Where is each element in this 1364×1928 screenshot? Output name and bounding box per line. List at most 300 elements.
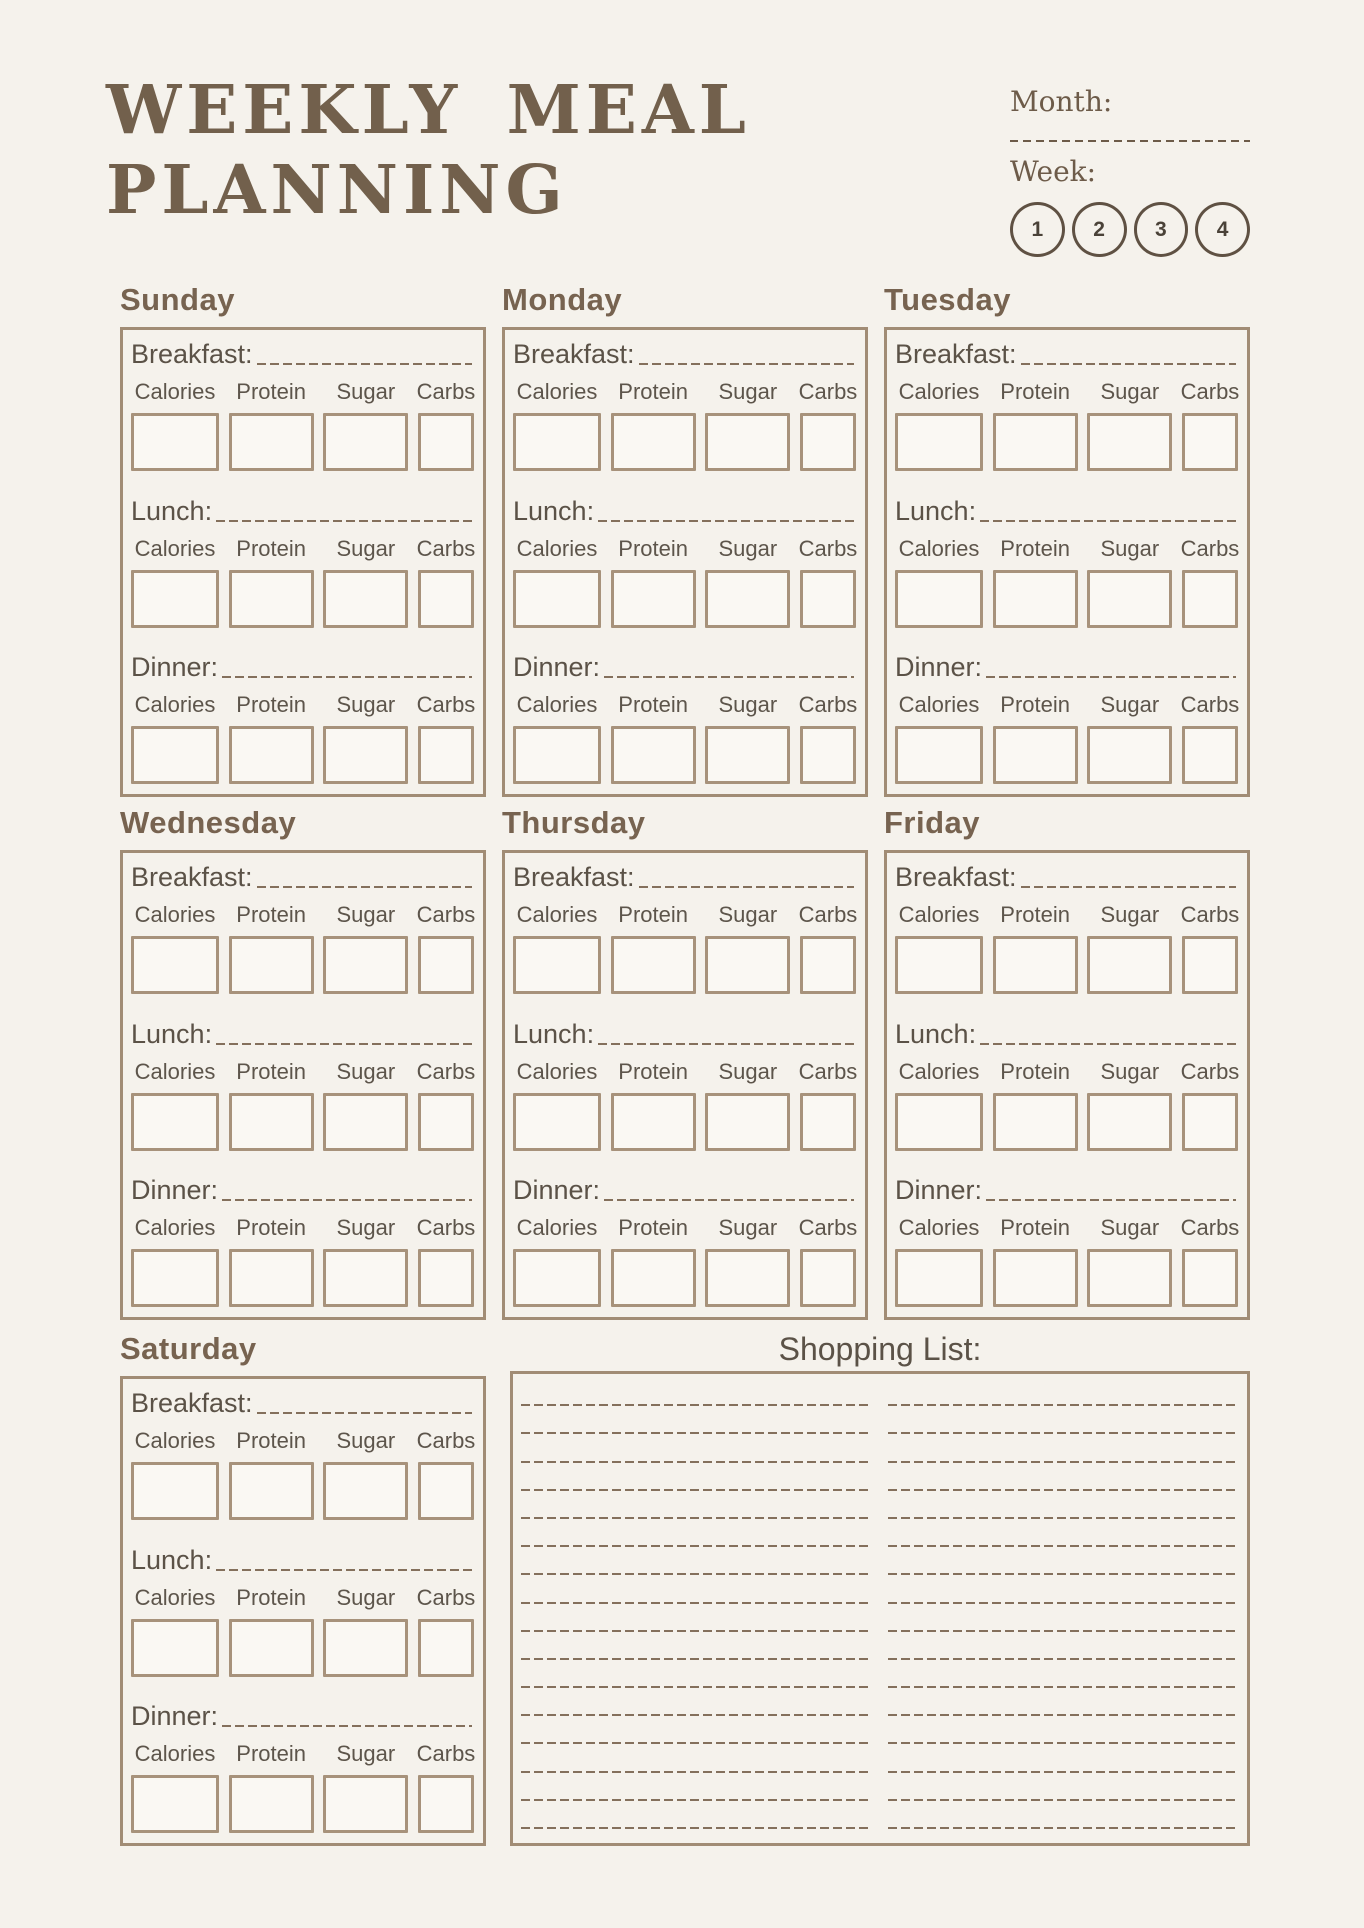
monday-breakfast-carbs-box[interactable] [800,413,856,471]
week-4-circle[interactable] [1195,202,1250,257]
carbs-label: Carbs [1180,1058,1240,1084]
saturday-dinner-carbs-box[interactable] [418,1775,474,1833]
protein-column [229,1585,314,1677]
sugar-column [705,1059,790,1151]
friday-breakfast-calories-box[interactable] [895,936,983,994]
protein-label: Protein [618,1058,689,1084]
carbs-label: Carbs [416,535,476,561]
carbs-column [800,536,856,628]
dinner-label: Dinner: [131,1175,219,1205]
dinner-write-in-line[interactable] [222,1725,472,1727]
saturday-dinner-section [131,1700,474,1833]
shopping-list-line[interactable] [521,1463,870,1491]
shopping-list-line[interactable] [521,1688,870,1716]
carbs-column [1182,1059,1238,1151]
carbs-column [418,379,474,471]
sugar-label: Sugar [336,535,396,561]
thursday-lunch-protein-box[interactable] [611,1093,696,1151]
day-card-thursday [502,850,868,1320]
week-circles [1010,202,1250,257]
dinner-write-in-line[interactable] [986,1199,1236,1201]
lunch-write-in-line[interactable] [216,520,472,522]
sunday-breakfast-protein-box[interactable] [229,413,314,471]
wednesday-breakfast-sugar-box[interactable] [323,936,408,994]
shopping-list-line[interactable] [888,1688,1237,1716]
sugar-label: Sugar [336,379,396,404]
friday-lunch-calories-box[interactable] [895,1093,983,1151]
monday-dinner-section [513,651,856,784]
tuesday-breakfast-protein-box[interactable] [993,413,1078,471]
friday-dinner-carbs-box[interactable] [1182,1249,1238,1307]
shopping-list-line[interactable] [521,1434,870,1462]
shopping-list-line[interactable] [888,1575,1237,1603]
calories-label: Calories [134,1428,216,1453]
dinner-write-in-line[interactable] [986,676,1236,678]
shopping-list-line[interactable] [888,1632,1237,1660]
saturday-lunch-carbs-box[interactable] [418,1619,474,1677]
friday-dinner-sugar-box[interactable] [1087,1249,1172,1307]
calories-column [895,1059,983,1151]
calories-label: Calories [898,1058,980,1084]
wednesday-breakfast-calories-box[interactable] [131,936,219,994]
calories-label: Calories [134,1584,216,1610]
tuesday-lunch-sugar-box[interactable] [1087,570,1172,628]
calories-label: Calories [516,692,598,717]
shopping-list-line[interactable] [888,1744,1237,1772]
thursday-lunch-sugar-box[interactable] [705,1093,790,1151]
calories-column [513,1059,601,1151]
sugar-column [323,902,408,994]
dinner-nutrients-row [131,1215,474,1307]
shopping-column-2 [888,1378,1237,1835]
sugar-label: Sugar [1100,902,1160,927]
calories-column [131,1059,219,1151]
day-heading-friday: Friday [884,805,981,840]
sunday-lunch-sugar-box[interactable] [323,570,408,628]
sugar-label: Sugar [336,692,396,717]
carbs-label: Carbs [1180,535,1240,561]
calories-label: Calories [516,902,598,927]
breakfast-nutrients-row [895,379,1238,471]
carbs-label: Carbs [416,1584,476,1610]
wednesday-breakfast-protein-box[interactable] [229,936,314,994]
shopping-list-line[interactable] [521,1406,870,1434]
carbs-label: Carbs [416,379,476,404]
sunday-dinner-calories-box[interactable] [131,726,219,784]
saturday-breakfast-sugar-box[interactable] [323,1462,408,1520]
wednesday-lunch-calories-box[interactable] [131,1093,219,1151]
protein-label: Protein [618,1215,689,1240]
saturday-dinner-sugar-box[interactable] [323,1775,408,1833]
protein-label: Protein [236,535,307,561]
thursday-breakfast-calories-box[interactable] [513,936,601,994]
thursday-dinner-sugar-box[interactable] [705,1249,790,1307]
protein-column [229,902,314,994]
week-3-number: 3 [1155,217,1167,241]
carbs-column [1182,1215,1238,1307]
carbs-column [800,379,856,471]
sunday-lunch-section [131,495,474,628]
carbs-column [1182,902,1238,994]
sugar-label: Sugar [336,1215,396,1240]
week-4-number: 4 [1216,217,1229,241]
dinner-label: Dinner: [131,652,219,682]
protein-column [993,692,1078,784]
calories-label: Calories [134,1058,216,1084]
breakfast-label: Breakfast: [895,862,1017,892]
carbs-label: Carbs [798,902,858,927]
tuesday-dinner-protein-box[interactable] [993,726,1078,784]
tuesday-dinner-sugar-box[interactable] [1087,726,1172,784]
monday-lunch-protein-box[interactable] [611,570,696,628]
protein-label: Protein [1000,692,1071,717]
dinner-write-in-line[interactable] [604,1199,854,1201]
sunday-breakfast-calories-box[interactable] [131,413,219,471]
tuesday-breakfast-section [895,338,1238,471]
shopping-list-line[interactable] [521,1378,870,1406]
monday-lunch-sugar-box[interactable] [705,570,790,628]
lunch-nutrients-row [895,1059,1238,1151]
shopping-list-line[interactable] [521,1632,870,1660]
protein-label: Protein [236,379,307,404]
lunch-write-in-line[interactable] [980,520,1236,522]
week-2-circle[interactable] [1072,202,1127,257]
day-card-saturday [120,1376,486,1846]
dinner-write-in-line[interactable] [604,676,854,678]
saturday-dinner-protein-box[interactable] [229,1775,314,1833]
thursday-dinner-protein-box[interactable] [611,1249,696,1307]
day-heading-wednesday: Wednesday [120,805,297,840]
month-week-panel [1010,86,1250,257]
thursday-lunch-carbs-box[interactable] [800,1093,856,1151]
lunch-write-in-line[interactable] [598,520,854,522]
wednesday-dinner-calories-box[interactable] [131,1249,219,1307]
monday-breakfast-calories-box[interactable] [513,413,601,471]
calories-label: Calories [134,1215,216,1240]
day-card-wednesday [120,850,486,1320]
dinner-nutrients-row [513,692,856,784]
week-1-number: 1 [1031,217,1044,241]
wednesday-lunch-sugar-box[interactable] [323,1093,408,1151]
day-card-monday [502,327,868,797]
calories-column [895,1215,983,1307]
thursday-breakfast-sugar-box[interactable] [705,936,790,994]
tuesday-dinner-calories-box[interactable] [895,726,983,784]
monday-dinner-carbs-box[interactable] [800,726,856,784]
day-card-friday [884,850,1250,1320]
shopping-list-line[interactable] [888,1660,1237,1688]
wednesday-dinner-sugar-box[interactable] [323,1249,408,1307]
sugar-label: Sugar [336,902,396,927]
lunch-nutrients-row [513,536,856,628]
thursday-breakfast-section [513,861,856,994]
protein-column [229,1059,314,1151]
shopping-list-line[interactable] [888,1406,1237,1434]
shopping-list-line[interactable] [521,1801,870,1829]
sunday-lunch-protein-box[interactable] [229,570,314,628]
shopping-list-line[interactable] [521,1773,870,1801]
thursday-dinner-carbs-box[interactable] [800,1249,856,1307]
week-label: Week: [1010,155,1097,188]
wednesday-dinner-section [131,1174,474,1307]
shopping-list-line[interactable] [888,1491,1237,1519]
monday-lunch-section [513,495,856,628]
protein-column [611,379,696,471]
sunday-breakfast-section [131,338,474,471]
dinner-label: Dinner: [895,1175,983,1205]
tuesday-breakfast-calories-box[interactable] [895,413,983,471]
wednesday-lunch-protein-box[interactable] [229,1093,314,1151]
sugar-column [1087,379,1172,471]
sugar-column [705,536,790,628]
tuesday-lunch-carbs-box[interactable] [1182,570,1238,628]
sunday-dinner-sugar-box[interactable] [323,726,408,784]
protein-label: Protein [618,692,689,717]
lunch-write-in-line[interactable] [216,1043,472,1045]
friday-breakfast-sugar-box[interactable] [1087,936,1172,994]
breakfast-label: Breakfast: [895,339,1017,369]
day-heading-tuesday: Tuesday [884,282,1011,317]
saturday-breakfast-carbs-box[interactable] [418,1462,474,1520]
tuesday-dinner-carbs-box[interactable] [1182,726,1238,784]
sunday-lunch-calories-box[interactable] [131,570,219,628]
shopping-list-line[interactable] [888,1801,1237,1829]
thursday-breakfast-protein-box[interactable] [611,936,696,994]
calories-label: Calories [134,692,216,717]
shopping-list-line[interactable] [521,1519,870,1547]
wednesday-lunch-section [131,1018,474,1151]
shopping-list-line[interactable] [888,1716,1237,1744]
sunday-dinner-carbs-box[interactable] [418,726,474,784]
breakfast-write-in-line[interactable] [639,363,854,365]
week-2-number: 2 [1093,217,1105,241]
protein-label: Protein [236,1058,307,1084]
breakfast-nutrients-row [513,379,856,471]
calories-column [131,1428,219,1520]
protein-label: Protein [236,1215,307,1240]
sugar-label: Sugar [718,535,778,561]
protein-column [993,379,1078,471]
calories-column [513,379,601,471]
thursday-breakfast-carbs-box[interactable] [800,936,856,994]
sugar-column [323,1585,408,1677]
breakfast-write-in-line[interactable] [257,1412,472,1414]
protein-column [611,902,696,994]
monday-breakfast-protein-box[interactable] [611,413,696,471]
tuesday-lunch-protein-box[interactable] [993,570,1078,628]
protein-label: Protein [236,902,307,927]
shopping-list-line[interactable] [521,1660,870,1688]
shopping-list-box [510,1371,1250,1846]
carbs-label: Carbs [798,692,858,717]
sugar-column [323,1741,408,1833]
breakfast-write-in-line[interactable] [639,886,854,888]
day-block-monday [502,281,868,797]
shopping-list-line[interactable] [521,1716,870,1744]
breakfast-label: Breakfast: [513,862,635,892]
sunday-breakfast-carbs-box[interactable] [418,413,474,471]
friday-lunch-carbs-box[interactable] [1182,1093,1238,1151]
lunch-nutrients-row [895,536,1238,628]
lunch-label: Lunch: [895,1018,977,1049]
day-heading-sunday: Sunday [120,282,235,317]
sugar-label: Sugar [1100,535,1160,561]
carbs-column [800,902,856,994]
shopping-list-line[interactable] [521,1744,870,1772]
protein-label: Protein [236,1584,307,1610]
wednesday-dinner-carbs-box[interactable] [418,1249,474,1307]
lunch-label: Lunch: [131,1018,213,1049]
carbs-label: Carbs [1180,1215,1240,1240]
friday-dinner-protein-box[interactable] [993,1249,1078,1307]
lunch-nutrients-row [131,536,474,628]
week-3-circle[interactable] [1134,202,1189,257]
tuesday-lunch-section [895,495,1238,628]
monday-dinner-protein-box[interactable] [611,726,696,784]
friday-lunch-section [895,1018,1238,1151]
sunday-lunch-carbs-box[interactable] [418,570,474,628]
breakfast-label: Breakfast: [513,339,635,369]
protein-column [229,1215,314,1307]
saturday-breakfast-calories-box[interactable] [131,1462,219,1520]
saturday-lunch-calories-box[interactable] [131,1619,219,1677]
shopping-list-line[interactable] [521,1604,870,1632]
protein-column [993,1215,1078,1307]
week-1-circle[interactable] [1010,202,1065,257]
calories-column [131,1215,219,1307]
shopping-list-line[interactable] [888,1463,1237,1491]
sunday-breakfast-sugar-box[interactable] [323,413,408,471]
day-card-tuesday [884,327,1250,797]
shopping-list-line[interactable] [888,1604,1237,1632]
shopping-column-1 [521,1378,870,1835]
lunch-label: Lunch: [131,495,213,526]
breakfast-label: Breakfast: [131,1388,253,1418]
monday-lunch-carbs-box[interactable] [800,570,856,628]
carbs-label: Carbs [1180,692,1240,717]
protein-label: Protein [618,535,689,561]
protein-label: Protein [1000,1215,1071,1240]
protein-column [229,379,314,471]
thursday-lunch-section [513,1018,856,1151]
lunch-write-in-line[interactable] [598,1043,854,1045]
protein-column [611,536,696,628]
tuesday-lunch-calories-box[interactable] [895,570,983,628]
friday-lunch-sugar-box[interactable] [1087,1093,1172,1151]
day-block-saturday [120,1330,486,1846]
monday-lunch-calories-box[interactable] [513,570,601,628]
day-heading-monday: Monday [502,282,623,317]
protein-label: Protein [236,1428,307,1453]
protein-label: Protein [1000,1058,1071,1084]
saturday-lunch-protein-box[interactable] [229,1619,314,1677]
shopping-list-line[interactable] [521,1547,870,1575]
dinner-write-in-line[interactable] [222,1199,472,1201]
shopping-list-line[interactable] [888,1547,1237,1575]
calories-column [131,1741,219,1833]
calories-label: Calories [134,379,216,404]
tuesday-breakfast-sugar-box[interactable] [1087,413,1172,471]
calories-label: Calories [516,379,598,404]
lunch-write-in-line[interactable] [216,1569,472,1571]
shopping-list-line[interactable] [888,1519,1237,1547]
shopping-list-line[interactable] [888,1434,1237,1462]
shopping-list-line[interactable] [521,1491,870,1519]
friday-breakfast-carbs-box[interactable] [1182,936,1238,994]
breakfast-nutrients-row [131,902,474,994]
sugar-column [323,536,408,628]
carbs-label: Carbs [416,1428,476,1453]
sugar-label: Sugar [1100,1215,1160,1240]
carbs-column [1182,536,1238,628]
saturday-dinner-calories-box[interactable] [131,1775,219,1833]
monday-breakfast-sugar-box[interactable] [705,413,790,471]
shopping-list-line[interactable] [521,1575,870,1603]
sunday-dinner-section [131,651,474,784]
lunch-label: Lunch: [131,1544,213,1575]
thursday-lunch-calories-box[interactable] [513,1093,601,1151]
sunday-dinner-protein-box[interactable] [229,726,314,784]
day-block-tuesday [884,281,1250,797]
shopping-list-line[interactable] [888,1773,1237,1801]
carbs-label: Carbs [1180,902,1240,927]
breakfast-write-in-line[interactable] [257,886,472,888]
carbs-label: Carbs [416,692,476,717]
protein-column [611,1215,696,1307]
wednesday-lunch-carbs-box[interactable] [418,1093,474,1151]
sugar-column [705,692,790,784]
protein-column [229,536,314,628]
calories-column [131,1585,219,1677]
carbs-column [800,1059,856,1151]
saturday-breakfast-protein-box[interactable] [229,1462,314,1520]
tuesday-breakfast-carbs-box[interactable] [1182,413,1238,471]
calories-column [895,902,983,994]
protein-column [611,1059,696,1151]
sugar-column [1087,692,1172,784]
breakfast-write-in-line[interactable] [1021,886,1236,888]
monday-breakfast-section [513,338,856,471]
sugar-label: Sugar [336,1584,396,1610]
monday-dinner-sugar-box[interactable] [705,726,790,784]
day-block-wednesday [120,804,486,1320]
saturday-lunch-sugar-box[interactable] [323,1619,408,1677]
page-title-line-1: WEEKLY MEAL [106,70,751,149]
shopping-list-line[interactable] [888,1378,1237,1406]
carbs-label: Carbs [416,1215,476,1240]
monday-dinner-calories-box[interactable] [513,726,601,784]
saturday-breakfast-section [131,1387,474,1520]
calories-label: Calories [516,1058,598,1084]
sugar-label: Sugar [718,379,778,404]
friday-breakfast-protein-box[interactable] [993,936,1078,994]
protein-column [993,536,1078,628]
friday-dinner-calories-box[interactable] [895,1249,983,1307]
wednesday-breakfast-carbs-box[interactable] [418,936,474,994]
thursday-dinner-section [513,1174,856,1307]
sugar-column [705,1215,790,1307]
day-heading-saturday: Saturday [120,1331,257,1366]
friday-lunch-protein-box[interactable] [993,1093,1078,1151]
thursday-dinner-calories-box[interactable] [513,1249,601,1307]
lunch-write-in-line[interactable] [980,1043,1236,1045]
breakfast-write-in-line[interactable] [1021,363,1236,365]
month-write-in-line[interactable] [1010,140,1250,142]
dinner-write-in-line[interactable] [222,676,472,678]
breakfast-write-in-line[interactable] [257,363,472,365]
day-block-friday [884,804,1250,1320]
wednesday-dinner-protein-box[interactable] [229,1249,314,1307]
